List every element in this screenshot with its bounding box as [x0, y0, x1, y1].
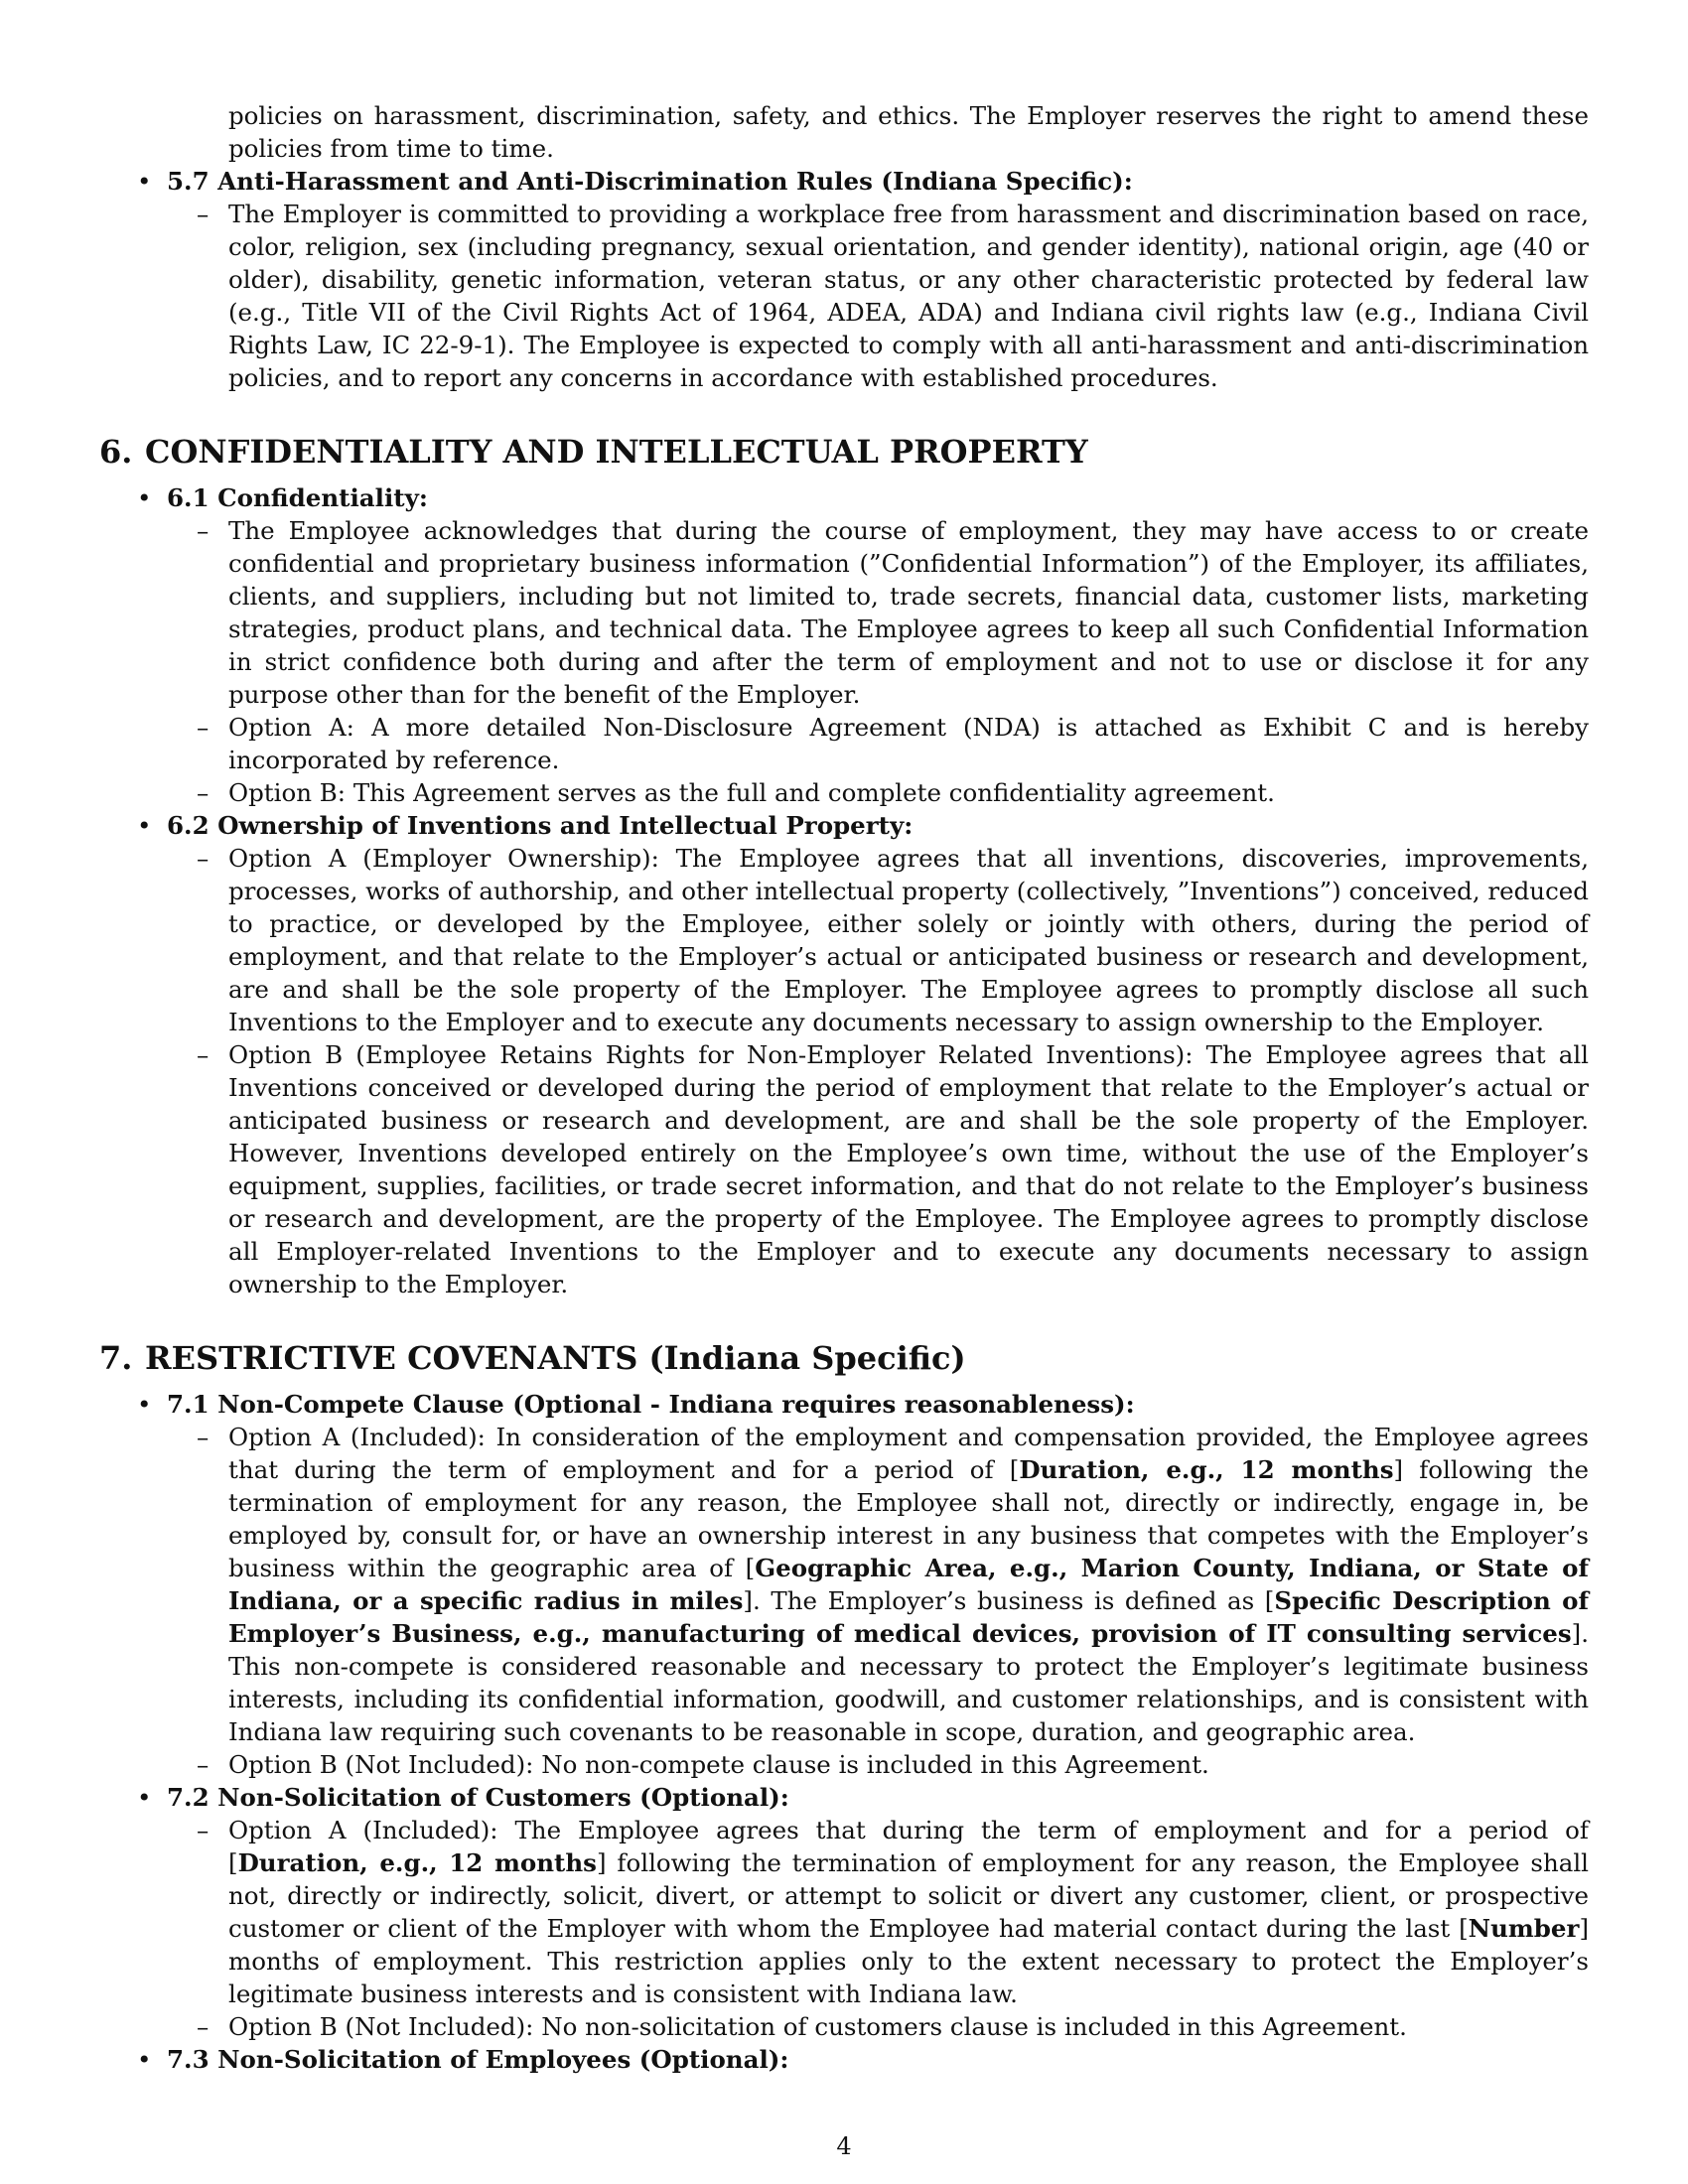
dash-marker: – — [197, 1816, 210, 1844]
item-heading: 6.2 Ownership of Inventions and Intellectual Property: — [167, 811, 914, 840]
sub-item — [197, 776, 1589, 809]
text-run: Option A (Included): In consideration of the employment and compensation provided, the Employee agrees that during the term of employment and for a period of [ — [228, 1423, 1589, 1484]
bullet-marker: • — [137, 1783, 152, 1812]
dash-marker: – — [197, 516, 210, 545]
sub-item-text: The Employer is committed to providing a workplace free from harassment and discrimination based on race, color, religion, sex (including pregnancy, sexual orientation, and gender identity), national origin, age (40 or older), disability, genetic information, veteran status, or any other characteristic protected by federal law (e.g., Title VII of the Civil Rights Act of 1964, ADEA, ADA) and Indiana civil rights law (e.g., Indiana Civil Rights Law, IC 22-9-1). The Employee is expected to comply with all anti-harassment and anti-discrimination policies, and to report any concerns in accordance with established procedures. — [228, 200, 1589, 392]
item-6-2 — [137, 809, 1589, 842]
dash-marker: – — [197, 1040, 210, 1069]
dash-marker: – — [197, 1750, 210, 1779]
section-heading-7 — [99, 1338, 1589, 1378]
text-run: Option A (Included): The Employee agrees that during the term of employment and for a period of [ — [228, 1816, 1589, 1877]
sub-item — [197, 2010, 1589, 2043]
bullet-marker: • — [137, 2045, 152, 2074]
sub-item — [197, 1038, 1589, 1300]
sub-item-text: Option B: This Agreement serves as the full and complete confidentiality agreement. — [228, 778, 1275, 807]
text-run: ]. The Employer’s business is defined as [ — [743, 1586, 1275, 1615]
item-7-1 — [137, 1388, 1589, 1421]
sub-item-text: Option A: A more detailed Non-Disclosure Agreement (NDA) is attached as Exhibit C and is hereby incorporated by reference. — [228, 713, 1589, 774]
dash-marker: – — [197, 200, 210, 228]
sub-item — [197, 1814, 1590, 2010]
section-number: 7. — [99, 1339, 133, 1377]
item-6-1 — [137, 481, 1589, 514]
sub-item-text: Option B (Not Included): No non-solicitation of customers clause is included in this Agreement. — [228, 2012, 1407, 2041]
item-heading: 7.2 Non-Solicitation of Customers (Optional): — [167, 1783, 789, 1812]
bullet-marker: • — [137, 167, 152, 196]
document-body — [99, 99, 1589, 2076]
sub-item-text: Option A (Employer Ownership): The Employee agrees that all inventions, discoveries, improvements, processes, works of authorship, and other intellectual property (collectively, ”Inventions”) conceived, reduced to practice, or developed by the Employee, either solely or jointly with others, during the period of employment, and that relate to the Employer’s actual or anticipated business or research and development, are and shall be the sole property of the Employer. The Employee agrees to promptly disclose all such Inventions to the Employer and to execute any documents necessary to assign ownership to the Employer. — [228, 844, 1589, 1036]
dash-marker: – — [197, 778, 210, 807]
dash-marker: – — [197, 713, 210, 742]
sub-item — [197, 198, 1589, 394]
sub-item — [197, 842, 1589, 1038]
placeholder-field: Number — [1468, 1914, 1580, 1943]
text-run: ]. This non-compete is considered reasonable and necessary to protect the Employer’s legitimate business interests, including its confidential information, goodwill, and customer relationships, and is consistent with Indiana law requiring such covenants to be reasonable in scope, duration, and geographic area. — [228, 1619, 1589, 1746]
sub-item — [197, 1748, 1589, 1781]
sub-item-text — [228, 1421, 1589, 1748]
sub-item-text: Option B (Employee Retains Rights for Non-Employer Related Inventions): The Employee agrees that all Inventions conceived or developed during the period of employment that relate to the Employer’s actual or anticipated business or research and development, are and shall be the sole property of the Employer. However, Inventions developed entirely on the Employee’s own time, without the use of the Employer’s equipment, supplies, facilities, or trade secret information, and that do not relate to the Employer’s business or research and development, are the property of the Employee. The Employee agrees to promptly disclose all Employer-related Inventions to the Employer and to execute any documents necessary to assign ownership to the Employer. — [228, 1040, 1589, 1298]
placeholder-field: Duration, e.g., 12 months — [1019, 1455, 1394, 1484]
section-number: 6. — [99, 433, 133, 471]
sub-item — [197, 514, 1589, 711]
dash-marker: – — [197, 2012, 210, 2041]
text-run: ] following the termination of employment for any reason, the Employee shall not, directly or indirectly, engage in, be employed by, consult for, or have an ownership interest in any business that competes with the Employer’s business within the geographic area of [ — [228, 1455, 1590, 1582]
placeholder-field: Geographic Area, e.g., Marion County, Indiana, or State of Indiana, or a specific radius in miles — [228, 1554, 1589, 1615]
section-title: RESTRICTIVE COVENANTS (Indiana Specific) — [145, 1339, 966, 1377]
placeholder-field: Duration, e.g., 12 months — [237, 1848, 597, 1877]
sub-item-text: The Employee acknowledges that during the course of employment, they may have access to or create confidential and proprietary business information (”Confidential Information”) of the Employer, its affiliates, clients, and suppliers, including but not limited to, trade secrets, financial data, customer lists, marketing strategies, product plans, and technical data. The Employee agrees to keep all such Confidential Information in strict confidence both during and after the term of employment and not to use or disclose it for any purpose other than for the benefit of the Employer. — [228, 516, 1589, 709]
page-number: 4 — [836, 2132, 852, 2160]
bullet-marker: • — [137, 1390, 152, 1419]
continuation-paragraph: policies on harassment, discrimination, safety, and ethics. The Employer reserves the right to amend these policies from time to time. — [228, 101, 1589, 163]
item-heading: 7.1 Non-Compete Clause (Optional - Indiana requires reasonableness): — [167, 1390, 1135, 1419]
dash-marker: – — [197, 844, 210, 873]
item-heading: 7.3 Non-Solicitation of Employees (Optional): — [167, 2045, 789, 2074]
dash-marker: – — [197, 1423, 210, 1451]
item-5-7 — [137, 165, 1589, 198]
bullet-marker: • — [137, 811, 152, 840]
sub-item-text: Option B (Not Included): No non-compete clause is included in this Agreement. — [228, 1750, 1209, 1779]
item-7-2 — [137, 1781, 1589, 1814]
section-heading-6 — [99, 432, 1589, 472]
bullet-marker: • — [137, 483, 152, 512]
sub-item-text — [228, 1814, 1589, 2010]
item-7-3 — [137, 2043, 1589, 2076]
sub-item — [197, 711, 1589, 776]
sub-item — [197, 1421, 1590, 1748]
section-title: CONFIDENTIALITY AND INTELLECTUAL PROPERTY — [145, 433, 1088, 471]
item-heading: 6.1 Confidentiality: — [167, 483, 428, 512]
text-run: ] months of employment. This restriction applies only to the extent necessary to protect the Employer’s legitimate business interests and is consistent with Indiana law. — [228, 1914, 1589, 2008]
text-run: ] following the termination of employment for any reason, the Employee shall not, directly or indirectly, solicit, divert, or attempt to solicit or divert any customer, client, or prospective customer or client of the Employer with whom the Employee had material contact during the last [ — [228, 1848, 1590, 1943]
placeholder-field: Specific Description of Employer’s Business, e.g., manufacturing of medical devices, provision of IT consulting services — [228, 1586, 1589, 1648]
item-heading: 5.7 Anti-Harassment and Anti-Discrimination Rules (Indiana Specific): — [167, 167, 1133, 196]
